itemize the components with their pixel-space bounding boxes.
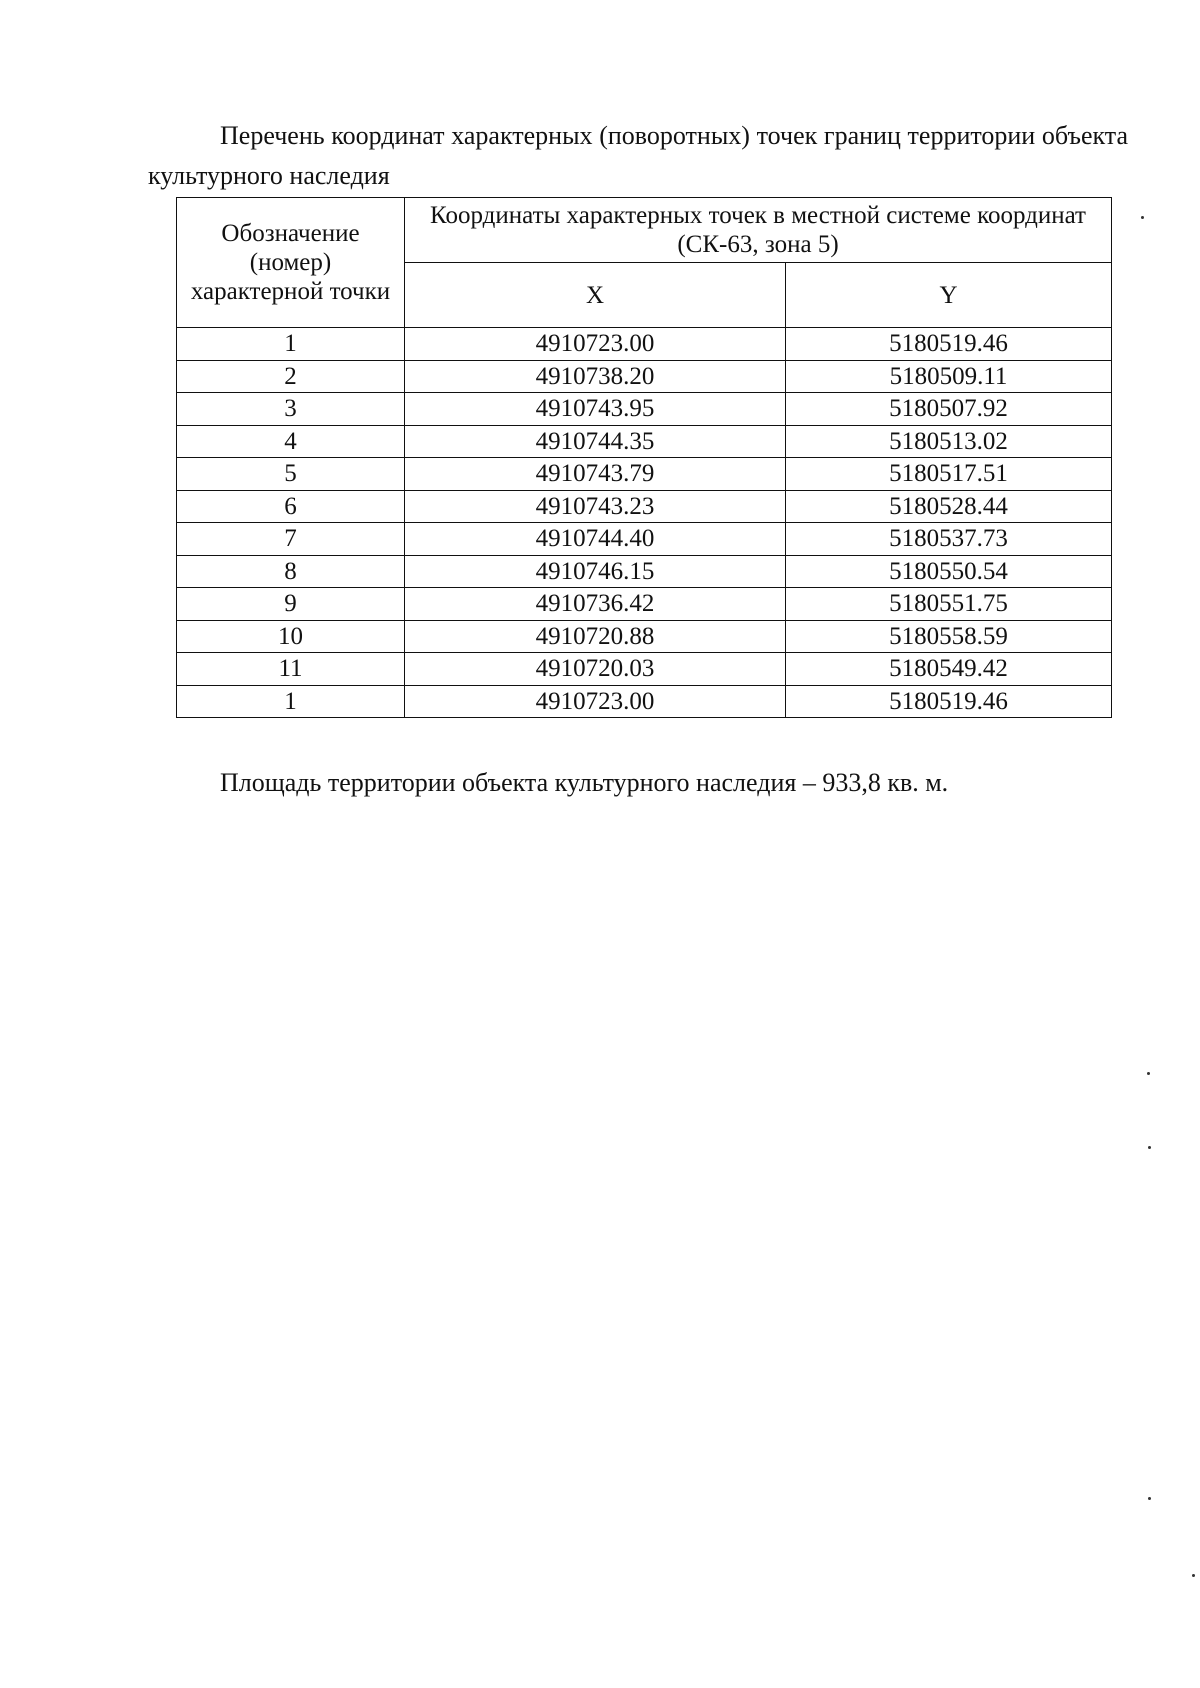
x-coordinate-cell: 4910746.15 bbox=[405, 555, 786, 588]
y-coordinate-cell: 5180528.44 bbox=[786, 490, 1112, 523]
y-coordinate-cell: 5180537.73 bbox=[786, 523, 1112, 556]
x-coordinate-cell: 4910723.00 bbox=[405, 685, 786, 718]
scan-speck bbox=[1147, 1072, 1150, 1075]
table-row bbox=[177, 523, 1112, 556]
y-coordinate-cell: 5180549.42 bbox=[786, 653, 1112, 686]
x-coordinate-cell: 4910720.03 bbox=[405, 653, 786, 686]
scan-speck bbox=[1148, 1497, 1151, 1500]
header-point-designation: Обозначение (номер) характерной точки bbox=[177, 198, 405, 328]
table-row bbox=[177, 360, 1112, 393]
area-statement: Площадь территории объекта культурного наследия – 933,8 кв. м. bbox=[220, 768, 949, 797]
table-row bbox=[177, 588, 1112, 621]
y-coordinate-cell: 5180558.59 bbox=[786, 620, 1112, 653]
point-number-cell: 6 bbox=[177, 490, 405, 523]
x-coordinate-cell: 4910736.42 bbox=[405, 588, 786, 621]
table-row bbox=[177, 328, 1112, 361]
y-coordinate-cell: 5180507.92 bbox=[786, 393, 1112, 426]
point-number-cell: 2 bbox=[177, 360, 405, 393]
x-coordinate-cell: 4910738.20 bbox=[405, 360, 786, 393]
table-row bbox=[177, 685, 1112, 718]
header-coordinates: Координаты характерных точек в местной системе координат (СК-63, зона 5) bbox=[405, 198, 1112, 263]
point-number-cell: 1 bbox=[177, 328, 405, 361]
x-coordinate-cell: 4910723.00 bbox=[405, 328, 786, 361]
header-y: Y bbox=[786, 263, 1112, 328]
coordinates-table bbox=[176, 197, 1112, 718]
point-number-cell: 7 bbox=[177, 523, 405, 556]
x-coordinate-cell: 4910743.23 bbox=[405, 490, 786, 523]
x-coordinate-cell: 4910744.40 bbox=[405, 523, 786, 556]
table-row bbox=[177, 425, 1112, 458]
header-x: X bbox=[405, 263, 786, 328]
x-coordinate-cell: 4910743.79 bbox=[405, 458, 786, 491]
y-coordinate-cell: 5180513.02 bbox=[786, 425, 1112, 458]
point-number-cell: 1 bbox=[177, 685, 405, 718]
table-row bbox=[177, 620, 1112, 653]
y-coordinate-cell: 5180517.51 bbox=[786, 458, 1112, 491]
point-number-cell: 11 bbox=[177, 653, 405, 686]
scan-speck bbox=[1148, 1146, 1151, 1149]
table-row bbox=[177, 393, 1112, 426]
y-coordinate-cell: 5180519.46 bbox=[786, 328, 1112, 361]
y-coordinate-cell: 5180550.54 bbox=[786, 555, 1112, 588]
y-coordinate-cell: 5180551.75 bbox=[786, 588, 1112, 621]
point-number-cell: 4 bbox=[177, 425, 405, 458]
point-number-cell: 3 bbox=[177, 393, 405, 426]
point-number-cell: 9 bbox=[177, 588, 405, 621]
scan-speck bbox=[1141, 216, 1144, 219]
x-coordinate-cell: 4910743.95 bbox=[405, 393, 786, 426]
x-coordinate-cell: 4910744.35 bbox=[405, 425, 786, 458]
document-heading: Перечень координат характерных (поворотных) точек границ территории объекта культурного наследия bbox=[148, 121, 1128, 190]
table-row bbox=[177, 653, 1112, 686]
table-row bbox=[177, 490, 1112, 523]
table-header-row bbox=[177, 198, 1112, 263]
y-coordinate-cell: 5180519.46 bbox=[786, 685, 1112, 718]
point-number-cell: 10 bbox=[177, 620, 405, 653]
x-coordinate-cell: 4910720.88 bbox=[405, 620, 786, 653]
table-row bbox=[177, 555, 1112, 588]
scan-speck bbox=[1192, 1574, 1195, 1577]
point-number-cell: 5 bbox=[177, 458, 405, 491]
point-number-cell: 8 bbox=[177, 555, 405, 588]
y-coordinate-cell: 5180509.11 bbox=[786, 360, 1112, 393]
table-row bbox=[177, 458, 1112, 491]
